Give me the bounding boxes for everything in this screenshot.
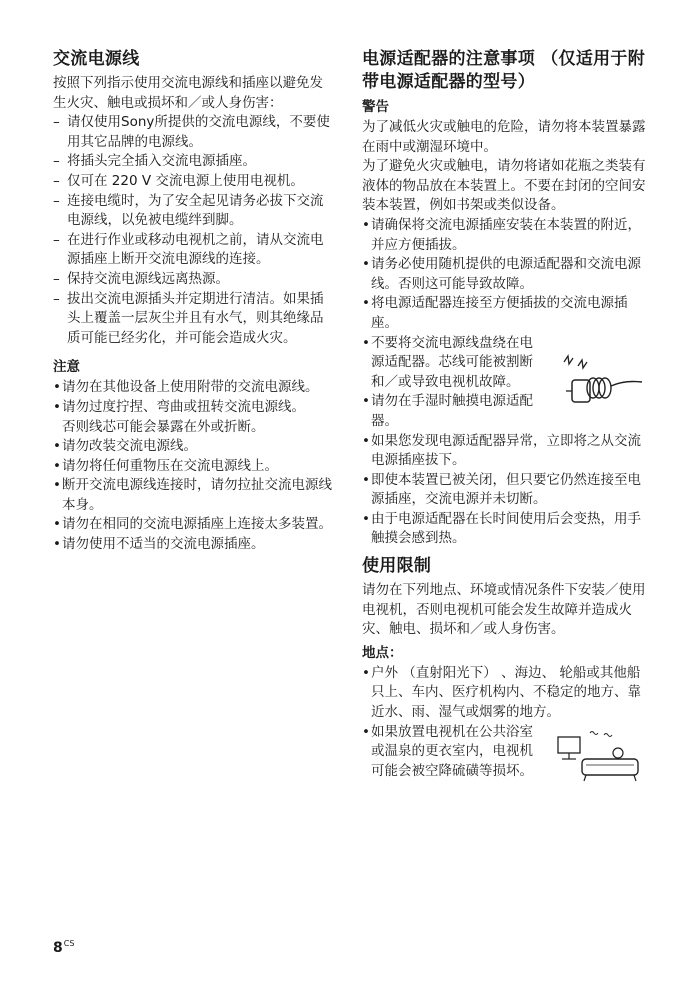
caution-heading: 注意 — [53, 359, 80, 376]
list-item: • 如果放置电视机在公共浴室或温泉的更衣室内，电视机可能会被空降硫磺等损坏。 — [362, 723, 542, 782]
adapter-list — [362, 334, 542, 432]
list-item: • 请勿使用不适当的交流电源插座。 — [53, 535, 333, 555]
list-item: • 请确保将交流电源插座安装在本装置的附近，并应方便插拔。 — [362, 216, 648, 255]
list-item: – 连接电缆时，为了安全起见请务必拔下交流电源线，以免被电缆绊到脚。 — [53, 192, 333, 231]
list-item: – 仅可在 220 V 交流电源上使用电视机。 — [53, 172, 333, 192]
left-column — [53, 48, 333, 555]
warning-paragraph: 为了减低火灾或触电的危险，请勿将本装置暴露在雨中或潮湿环境中。 — [362, 119, 646, 155]
page-number-value: 8 — [53, 940, 63, 956]
list-item: • 请勿在手湿时触摸电源适配器。 — [362, 392, 542, 431]
list-item: • 户外 （直射阳光下） 、海边、 轮船或其他船只上、车内、医疗机构内、不稳定的地方、靠近水、雨、湿气或烟雾的地方。 — [362, 664, 648, 723]
language-code: CS — [63, 939, 75, 948]
adapter-title: 电源适配器的注意事项 （仅适用于附带电源适配器的型号） — [362, 49, 646, 92]
adapter-list — [362, 432, 648, 550]
list-item — [53, 398, 333, 437]
list-item: • 将电源适配器连接至方便插拔的交流电源插座。 — [362, 294, 648, 333]
restriction-intro: 请勿在下列地点、环境或情况条件下安装／使用电视机，否则电视机可能会发生故障并造成火灾、触电、损坏和／或人身伤害。 — [362, 582, 646, 638]
ac-cord-title: 交流电源线 — [53, 49, 140, 69]
list-item: – 请仅使用Sony所提供的交流电源线，不要使用其它品牌的电源线。 — [53, 113, 333, 152]
list-item: • 请勿在相同的交流电源插座上连接太多装置。 — [53, 515, 333, 535]
list-item: – 将插头完全插入交流电源插座。 — [53, 152, 333, 172]
list-item: • 即使本装置已被关闭，但只要它仍然连接至电源插座，交流电源并未切断。 — [362, 471, 648, 510]
list-item: • 如果您发现电源适配器异常，立即将之从交流电源插座拔下。 — [362, 432, 648, 471]
adapter-list — [362, 216, 648, 334]
list-item: • 请勿改装交流电源线。 — [53, 437, 333, 457]
ac-cord-list — [53, 113, 333, 348]
list-item: • 由于电源适配器在长时间使用后会变热，用手触摸会感到热。 — [362, 510, 648, 549]
ac-cord-intro: 按照下列指示使用交流电源线和插座以避免发生火灾、触电或损坏和／或人身伤害： — [53, 75, 323, 111]
coil-warning-row — [362, 334, 648, 432]
bathroom-tv-illustration-icon — [556, 729, 642, 785]
list-item: – 在进行作业或移动电视机之前，请从交流电源插座上断开交流电源线的连接。 — [53, 231, 333, 270]
list-item: • 不要将交流电源线盘绕在电源适配器。芯线可能被割断和／或导致电视机故障。 — [362, 334, 542, 393]
page-number — [53, 940, 74, 956]
list-item: – 保持交流电源线远离热源。 — [53, 270, 333, 290]
restriction-title: 使用限制 — [362, 556, 432, 577]
warning-paragraph: 为了避免火灾或触电，请勿将诸如花瓶之类装有液体的物品放在本装置上。不要在封闭的空间安装本装置，例如书架或类似设备。 — [362, 158, 646, 214]
list-item-note: 否则线芯可能会暴露在外或折断。 — [62, 418, 265, 435]
list-item-text: 请勿过度拧捏、弯曲或扭转交流电源线。 — [62, 398, 305, 415]
list-item: • 请勿将任何重物压在交流电源线上。 — [53, 457, 333, 477]
location-heading: 地点： — [362, 644, 403, 661]
location-list — [362, 664, 648, 723]
list-item: – 拔出交流电源插头并定期进行清洁。如果插头上覆盖一层灰尘并且有水气，则其绝缘品质可能已经劣化，并可能会造成火灾。 — [53, 290, 333, 349]
location-list — [362, 723, 542, 782]
bath-warning-row — [362, 723, 648, 785]
warning-heading: 警告 — [362, 99, 389, 115]
right-column — [362, 48, 648, 785]
caution-list — [53, 378, 333, 554]
list-item: • 断开交流电源线连接时，请勿拉扯交流电源线本身。 — [53, 476, 333, 515]
list-item: • 请勿在其他设备上使用附带的交流电源线。 — [53, 378, 333, 398]
coiled-cord-illustration-icon — [558, 352, 644, 412]
list-item: • 请务必使用随机提供的电源适配器和交流电源线。否则这可能导致故障。 — [362, 255, 648, 294]
